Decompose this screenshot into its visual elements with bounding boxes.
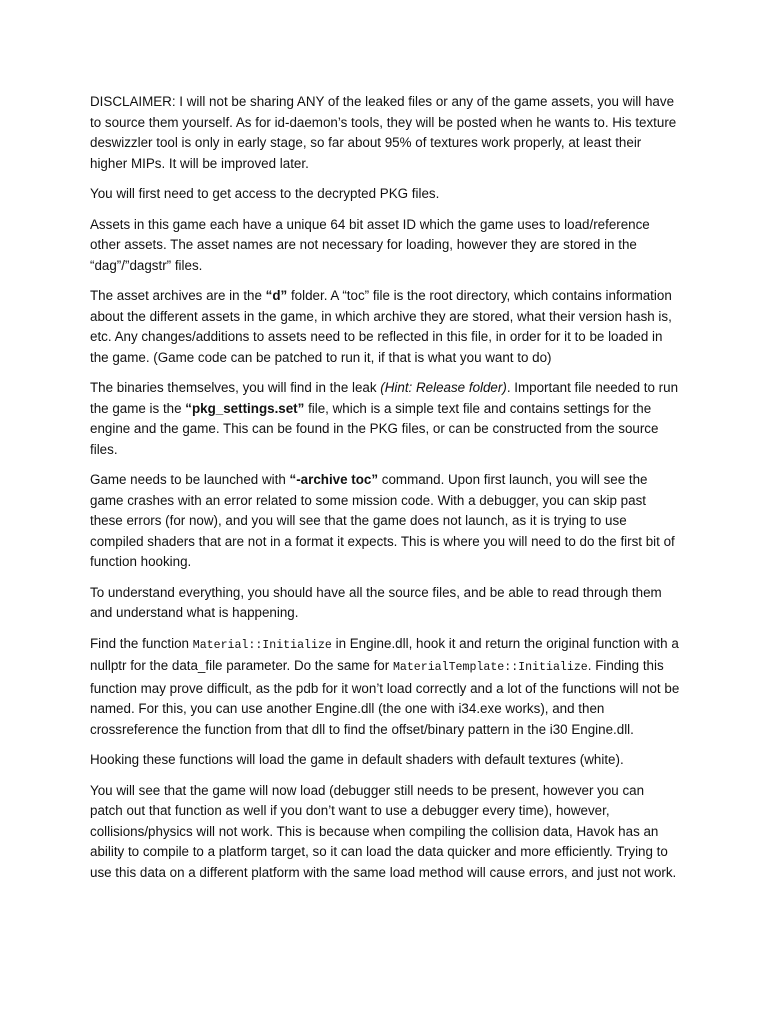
text-run: folder. A “toc” file is the root directory, which contains information about the different assets in the game, in which archive they are stored, what their version hash is, etc. Any changes/additions to assets need to be reflected in this file, in order for it to be loaded in the game. (Game code can be patched to run it, if that is what you want to do) [90,288,672,365]
paragraph-asset-ids: Assets in this game each have a unique 64 bit asset ID which the game uses to load/reference other assets. The asset names are not necessary for loading, however they are stored in the “dag”/”dagstr” files. [90,216,650,273]
document-body [90,92,680,893]
text-run: Game needs to be launched with [90,472,290,487]
paragraph-find-function [90,634,680,741]
text-run: Find the function [90,635,193,651]
code-text: MaterialTemplate::Initialize [392,661,588,674]
text-run: The asset archives are in the [90,288,266,303]
paragraph-disclaimer: DISCLAIMER: I will not be sharing ANY of the leaked files or any of the game assets, you will have to source them yourself. As for id-daemon’s tools, they will be posted when he wants to. His texture deswizzler tool is only in early stage, so far about 95% of textures work properly, at least their higher MIPs. It will be improved later. [90,94,677,171]
text-run: command. Upon first launch, you will see the game crashes with an error related to some mission code. With a debugger, you can skip past these errors (for now), and you will see that the game does not launch, as it is trying to use compiled shaders that are not in a format it expects. This is where you will need to do the first bit of function hooking. [90,472,675,569]
paragraph-launch [90,470,680,573]
italic-text: (Hint: Release folder) [380,380,507,395]
code-text: Material::Initialize [192,638,332,652]
text-run: . Important file needed to run the game is the [90,380,679,416]
paragraph-understand: To understand everything, you should have all the source files, and be able to read through them and understand what is happening. [90,584,662,620]
paragraph-asset-archives [90,286,680,368]
paragraph-binaries [90,378,680,460]
paragraph-decrypted-pkg: You will first need to get access to the decrypted PKG files. [90,186,440,201]
text-run: The binaries themselves, you will find in the leak [90,380,381,395]
text-run: in Engine.dll, hook it and return the original function with a nullptr for the data_file parameter. Do the same for [90,635,679,673]
paragraph-collisions: You will see that the game will now load (debugger still needs to be present, however you can patch out that function as well if you don’t want to use a debugger every time), however, collisions/physics will not work. This is because when compiling the collision data, Havok has an ability to compile to a platform target, so it can load the data quicker and more efficiently. Trying to use this data on a different platform with the same load method will cause errors, and just not work. [90,782,677,880]
bold-text: “pkg_settings.set” [185,400,305,416]
text-run: . Finding this function may prove difficult, as the pdb for it won’t load correctly and a lot of the functions will not be named. For this, you can use another Engine.dll (the one with i34.exe works), and then crossreference the function from that dll to find the offset/binary pattern in the i30 Engine.dll. [90,658,680,737]
paragraph-hooking: Hooking these functions will load the game in default shaders with default textures (white). [90,752,624,767]
text-run: file, which is a simple text file and contains settings for the engine and the game. This can be found in the PKG files, or can be constructed from the source files. [90,400,659,457]
bold-text: “d” [265,288,288,303]
bold-text: “-archive toc” [289,472,379,487]
